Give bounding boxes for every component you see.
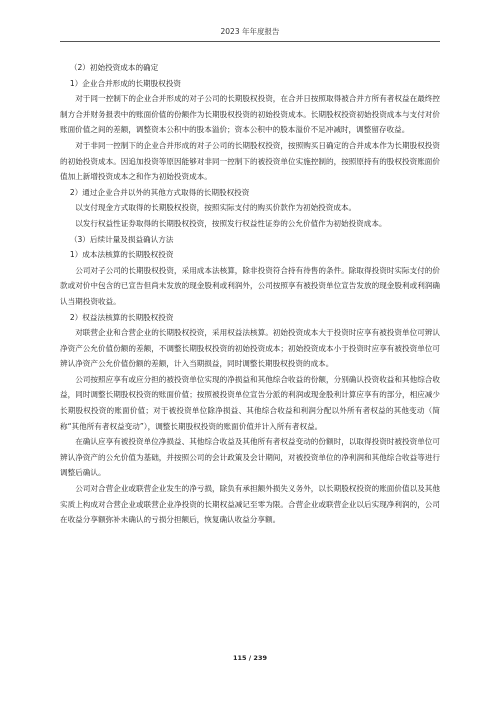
- subsection-heading: 2）通过企业合并以外的其他方式取得的长期股权投资: [69, 187, 250, 197]
- page-number: 115 / 239: [232, 654, 268, 662]
- paragraph: 对于同一控制下的企业合并形成的对子公司的长期股权投资，在合并日按照取得被合并方所有者权益在最终控制方合并财务报表中的账面价值的份额作为长期股权投资的初始投资成本。长期股权投资初始投资成本与支付对价账面价值之间的差额，调整资本公积中的股本溢价；资本公积中的股本溢价不足冲减时，调整留存收益。: [60, 94, 440, 135]
- paragraph: 以支付现金方式取得的长期股权投资，按照实际支付的购买价款作为初始投资成本。: [75, 203, 357, 213]
- subsection-heading: 1）企业合并形成的长期股权投资: [69, 78, 182, 88]
- section-heading: （3）后续计量及损益确认方法: [69, 234, 174, 244]
- paragraph: 公司对合营企业或联营企业发生的净亏损，除负有承担额外损失义务外，以长期股权投资的账面价值以及其他实质上构成对合营企业或联营企业净投资的长期权益减记至零为限。合营企业或联营企业以后实现净利润的，公司在收益分享额弥补未确认的亏损分担额后，恢复确认收益分享额。: [60, 484, 440, 525]
- subsection-heading: 2）权益法核算的长期股权投资: [69, 312, 174, 322]
- subsection-heading: 1）成本法核算的长期股权投资: [69, 250, 174, 260]
- document-body: [60, 60, 440, 528]
- paragraph: 以发行权益性证券取得的长期股权投资，按照发行权益性证券的公允价值作为初始投资成本。: [75, 218, 387, 228]
- page-header: 2023 年年度报告: [220, 27, 280, 36]
- paragraph: 在确认应享有被投资单位净损益、其他综合收益及其他所有者权益变动的份额时，以取得投资时被投资单位可辨认净资产的公允价值为基础，并按照公司的会计政策及会计期间，对被投资单位的净利润和其他综合收益等进行调整后确认。: [60, 437, 440, 478]
- section-heading: （2）初始投资成本的确定: [69, 63, 159, 72]
- header-divider: [60, 41, 440, 42]
- paragraph: 公司按照应享有或应分担的被投资单位实现的净损益和其他综合收益的份额，分别确认投资收益和其他综合收益，同时调整长期股权投资的账面价值；按照被投资单位宣告分派的利润或现金股利计算应享有的部分，相应减少长期股权投资的账面价值；对于被投资单位除净损益、其他综合收益和利润分配以外所有者权益的其他变动（简称“其他所有者权益变动”），调整长期股权投资的账面价值并计入所有者权益。: [60, 374, 440, 431]
- paragraph: 公司对子公司的长期股权投资，采用成本法核算，除非投资符合持有待售的条件。除取得投资时实际支付的价款或对价中包含的已宣告但尚未发放的现金股利或利润外，公司按照享有被投资单位宣告发放的现金股利或利润确认当期投资收益。: [60, 265, 440, 306]
- paragraph: 对联营企业和合营企业的长期股权投资，采用权益法核算。初始投资成本大于投资时应享有被投资单位可辨认净资产公允价值份额的差额，不调整长期股权投资的初始投资成本；初始投资成本小于投资时应享有被投资单位可辨认净资产公允价值份额的差额，计入当期损益，同时调整长期股权投资的成本。: [60, 328, 440, 369]
- paragraph: 对于非同一控制下的企业合并形成的对子公司的长期股权投资，按照购买日确定的合并成本作为长期股权投资的初始投资成本。因追加投资等原因能够对非同一控制下的被投资单位实施控制的，按照原持有的股权投资账面价值加上新增投资成本之和作为初始投资成本。: [60, 140, 440, 182]
